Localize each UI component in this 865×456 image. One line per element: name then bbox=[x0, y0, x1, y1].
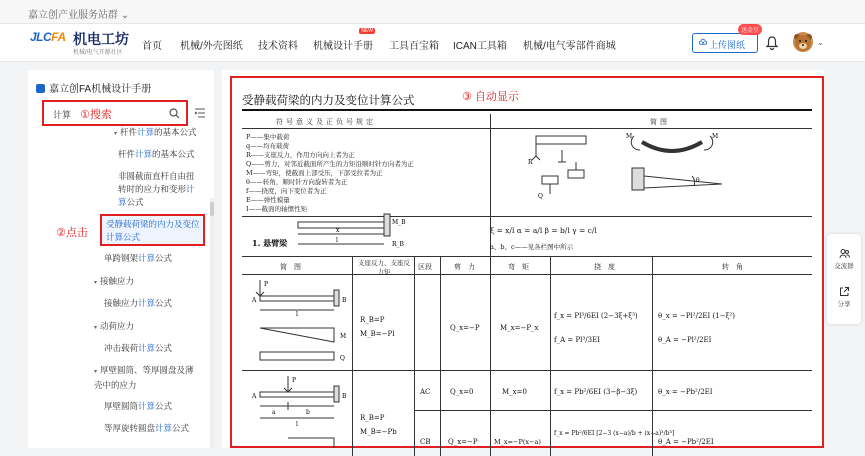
upload-drawing-label: 上传图纸 bbox=[709, 40, 746, 50]
nav-ican-toolbox[interactable]: ICAN工具箱 bbox=[453, 41, 507, 52]
bell-icon[interactable] bbox=[766, 36, 778, 50]
symbol-line: P——集中载荷 bbox=[246, 133, 290, 141]
svg-text:P: P bbox=[264, 281, 269, 288]
logo-title: 机电工坊 bbox=[73, 31, 129, 47]
row1-shear: Q_x=−P bbox=[450, 324, 480, 332]
svg-text:l: l bbox=[336, 237, 338, 244]
chat-group-label: 交流群 bbox=[834, 263, 854, 270]
tree-item-torsion[interactable]: 非圆截面直杆自由扭 转时的应力和变形计 算公式 bbox=[118, 171, 195, 207]
row2-segment-ac: AC bbox=[420, 388, 431, 396]
table-header: 支座反力、支座反力矩 bbox=[358, 259, 410, 276]
document-title: 受静载荷梁的内力及变位计算公式 bbox=[242, 93, 415, 107]
main-navbar bbox=[0, 24, 865, 62]
row2-moment-reaction: M_B=−Pb bbox=[360, 428, 397, 436]
symbol-line: R——支座反力，作用方向向上者为正 bbox=[246, 151, 355, 159]
row-divider bbox=[414, 410, 812, 411]
table-header: 弯 矩 bbox=[508, 263, 529, 271]
svg-text:R: R bbox=[528, 159, 533, 166]
nav-toolbox[interactable]: 工具百宝箱 bbox=[389, 41, 439, 52]
sign-convention-figure bbox=[522, 132, 812, 204]
symbol-line: E——弹性模量 bbox=[246, 196, 290, 204]
tree-item-dynamic-stress-parent[interactable]: ▾ 动荷应力 bbox=[94, 321, 135, 331]
svg-text:Q: Q bbox=[340, 355, 345, 362]
svg-text:A: A bbox=[252, 393, 257, 400]
chevron-down-icon[interactable]: ⌄ bbox=[817, 38, 824, 47]
nav-parts-mall[interactable]: 机械/电气零部件商城 bbox=[523, 41, 616, 52]
table-header: 挠 度 bbox=[594, 263, 615, 271]
nav-design-handbook-label: 机械设计手册 bbox=[313, 41, 373, 52]
row1-deflection: f_x = Pl³/6EI (2−3ξ+ξ³) bbox=[554, 312, 638, 320]
row2-reaction: R_B=P bbox=[360, 414, 385, 422]
svg-text:M: M bbox=[712, 133, 719, 140]
table-header: 剪 力 bbox=[454, 263, 475, 271]
share-icon bbox=[839, 286, 850, 297]
table-header: 区段 bbox=[418, 263, 432, 271]
row2-rotation-cb: θ_A = −Pb²/2EI bbox=[658, 438, 714, 446]
sidebar-scrollbar[interactable] bbox=[210, 198, 214, 448]
site-group-switcher[interactable]: 嘉立创产业服务站群 ⌄ bbox=[0, 0, 865, 24]
ratio-formula: ξ = x/l α = a/l β = b/l γ = c/l bbox=[490, 226, 597, 235]
figure-header: 简图 bbox=[650, 118, 670, 126]
gift-badge[interactable]: 送金豆 bbox=[738, 24, 762, 35]
section-label: 1. 悬臂梁 bbox=[252, 238, 288, 248]
content-panel bbox=[222, 70, 824, 448]
svg-text:P: P bbox=[292, 377, 297, 384]
handbook-icon bbox=[36, 84, 45, 93]
svg-text:Q: Q bbox=[538, 193, 543, 200]
logo[interactable] bbox=[30, 27, 130, 59]
document-view bbox=[230, 76, 824, 448]
search-icon[interactable] bbox=[169, 108, 180, 119]
logo-subtitle: 机械/电气开源社区 bbox=[73, 50, 123, 56]
svg-text:l: l bbox=[296, 311, 298, 318]
upload-drawing-button[interactable] bbox=[692, 33, 758, 53]
ratio-note: a、b、c——见各栏图中所示 bbox=[490, 243, 574, 251]
col-divider bbox=[440, 256, 441, 456]
row2-deflection-cb: f_x = Pb²/6EI [2−3 (x−a)/b + (x−a)³/b³] bbox=[554, 430, 675, 437]
symbol-line: q——均布载荷 bbox=[246, 142, 290, 150]
active-item-line1: 受静载荷梁的内力及变位 bbox=[106, 219, 200, 229]
svg-text:x: x bbox=[336, 227, 340, 234]
row2-moment-cb: M_x=−P(x−a) bbox=[494, 438, 541, 446]
tree-item-contact-stress-formula[interactable]: 接触应力计算公式 bbox=[104, 298, 173, 308]
row2-shear-cb: Q_x=−P bbox=[448, 438, 478, 446]
svg-text:A: A bbox=[252, 297, 257, 304]
row1-moment-reaction: M_B=−Pl bbox=[360, 330, 395, 338]
row-divider bbox=[242, 370, 812, 371]
symbol-line: θ——转角，顺时针方向旋转者为正 bbox=[246, 178, 348, 186]
svg-text:B: B bbox=[342, 393, 347, 400]
scroll-thumb[interactable] bbox=[210, 202, 214, 216]
svg-text:M: M bbox=[626, 133, 633, 140]
handbook-sidebar bbox=[28, 70, 214, 448]
col-divider bbox=[550, 256, 551, 456]
row1-reaction: R_B=P bbox=[360, 316, 385, 324]
svg-text:l: l bbox=[296, 421, 298, 428]
nav-tech-docs[interactable]: 技术资料 bbox=[258, 41, 298, 52]
divider bbox=[242, 128, 812, 129]
tree-item-impact-formula[interactable]: 冲击载荷计算公式 bbox=[104, 343, 173, 353]
row2-moment-ac: M_x=0 bbox=[502, 388, 527, 396]
symbol-line: Q——剪力，对邻近截面所产生的力矩沿顺时针方向者为正 bbox=[246, 160, 414, 168]
chat-group-button[interactable] bbox=[827, 248, 861, 270]
upload-cloud-icon bbox=[699, 38, 707, 46]
col-divider bbox=[490, 256, 491, 456]
nav-drawings[interactable]: 机械/外壳图纸 bbox=[180, 41, 243, 52]
share-label: 分享 bbox=[837, 301, 851, 308]
nav-design-handbook[interactable] bbox=[313, 28, 373, 52]
tree-item-basic-formula[interactable]: 杆件计算的基本公式 bbox=[118, 149, 195, 159]
tree-item-frame-formula[interactable]: 单跨钢架计算公式 bbox=[104, 253, 173, 263]
symbol-line: M——弯矩，使截面上部受压，下部受拉者为正 bbox=[246, 169, 383, 177]
sidebar-title-label: 嘉立创FA机械设计手册 bbox=[49, 84, 152, 95]
bear-avatar-icon bbox=[793, 32, 813, 52]
tree-item-thick-wall-parent[interactable]: ▾ 厚壁圆筒、等厚圆盘及薄 壳中的应力 bbox=[94, 365, 194, 390]
col-divider bbox=[414, 256, 415, 456]
new-badge: NEW bbox=[361, 28, 373, 34]
row2-shear-ac: Q_x=0 bbox=[450, 388, 474, 396]
row2-segment-cb: CB bbox=[420, 438, 431, 446]
cantilever-figure bbox=[296, 212, 404, 252]
symbols-header: 符号意义及正负号规定 bbox=[276, 118, 376, 126]
tree-item-beam-formula-active[interactable]: 受静载荷梁的内力及变位 计算公式 bbox=[100, 214, 205, 246]
symbol-line: I——截面的轴惯性矩 bbox=[246, 205, 308, 213]
symbol-line: f——挠度，向下变位者为正 bbox=[246, 187, 327, 195]
svg-text:a: a bbox=[272, 409, 276, 416]
tree-item-thick-cylinder-formula[interactable]: 厚壁圆筒计算公式 bbox=[104, 401, 173, 411]
chat-group-icon bbox=[839, 248, 850, 259]
table-header: 简 图 bbox=[280, 263, 301, 271]
logo-mark: JLCFA bbox=[30, 30, 66, 44]
col-divider bbox=[352, 256, 353, 456]
table-top-border bbox=[242, 256, 812, 257]
table-header-border bbox=[242, 274, 812, 275]
row2-rotation-ac: θ_x = −Pb²/2EI bbox=[658, 388, 713, 396]
tree-toggle-icon[interactable] bbox=[194, 107, 206, 119]
search-annotation: ①搜索 bbox=[80, 109, 112, 121]
svg-text:b: b bbox=[306, 409, 310, 416]
share-button[interactable] bbox=[827, 286, 861, 308]
row1-beam-figure bbox=[246, 276, 350, 368]
svg-text:B: B bbox=[342, 297, 347, 304]
search-input-value: 计算 bbox=[53, 110, 72, 120]
svg-text:θ: θ bbox=[696, 177, 700, 184]
svg-text:R_B: R_B bbox=[392, 241, 404, 248]
sidebar-title bbox=[36, 80, 151, 95]
row1-rotation-a: θ_A = −Pl²/2EI bbox=[658, 336, 712, 344]
floating-toolbar bbox=[827, 234, 861, 324]
tree-item-contact-stress-parent[interactable]: ▾ 接触应力 bbox=[94, 276, 135, 286]
title-rule bbox=[242, 109, 812, 111]
table-header: 转 角 bbox=[722, 263, 743, 271]
search-input[interactable] bbox=[42, 100, 188, 126]
row1-rotation: θ_x = −Pl²/2EI (1−ξ²) bbox=[658, 312, 735, 320]
svg-text:M: M bbox=[340, 333, 347, 340]
row1-moment: M_x=−P_x bbox=[500, 324, 539, 332]
tree-item-rotating-disk-formula[interactable]: 等厚旋转圆盘计算公式 bbox=[104, 423, 190, 433]
tree-item-basic-formula-parent[interactable]: ▾ 杆件计算的基本公式 bbox=[114, 127, 197, 137]
row2-beam-figure bbox=[246, 372, 350, 450]
divider bbox=[490, 114, 491, 260]
nav-home[interactable]: 首页 bbox=[142, 41, 162, 52]
row2-deflection-ac: f_x = Pb²/6EI (3−β−3ξ) bbox=[554, 388, 638, 396]
auto-display-annotation: ③ 自动显示 bbox=[462, 91, 519, 103]
click-annotation: ②点击 bbox=[56, 227, 88, 239]
svg-text:M_B: M_B bbox=[392, 219, 406, 226]
row1-deflection-a: f_A = Pl³/3EI bbox=[554, 336, 600, 344]
col-divider bbox=[652, 256, 653, 456]
avatar[interactable] bbox=[793, 32, 813, 52]
